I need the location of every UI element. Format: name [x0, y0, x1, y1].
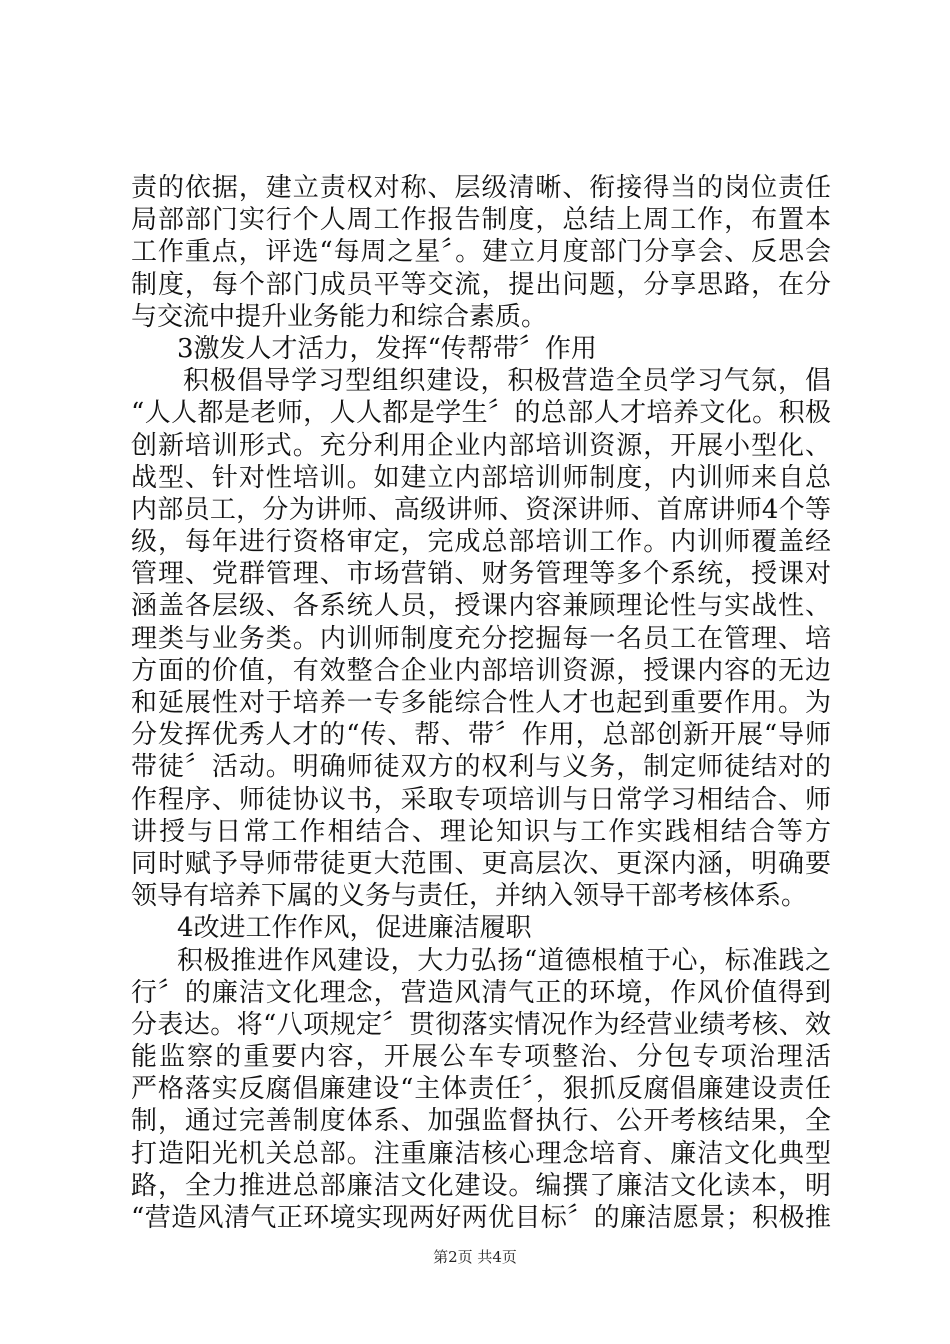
text-line: “营造风清气正环境实现两好两优目标〞的廉洁愿景；积极推	[131, 1203, 831, 1233]
text-line: “人人都是老师，人人都是学生〞的总部人才培养文化。积极	[131, 398, 831, 429]
text-line: 严格落实反腐倡廉建设“主体责任〞，狠抓反腐倡廉建设责任	[131, 1074, 831, 1105]
text-line: 路，全力推进总部廉洁文化建设。编撰了廉洁文化读本，明	[131, 1170, 831, 1201]
body-text	[131, 172, 831, 1234]
paragraph-first-line: 积极倡导学习型组织建设，积极营造全员学习气氛，倡	[183, 366, 831, 397]
text-line: 局部部门实行个人周工作报告制度，总结上周工作，布置本	[131, 205, 831, 236]
text-line: 制度，每个部门成员平等交流，提出问题，分享思路，在分	[131, 269, 831, 300]
text-line: 领导有培养下属的义务与责任，并纳入领导干部考核体系。	[131, 881, 808, 912]
text-line: 创新培训形式。充分利用企业内部培训资源，开展小型化、	[131, 430, 831, 461]
text-line: 理类与业务类。内训师制度充分挖掘每一名员工在管理、培	[131, 623, 831, 654]
page-footer	[0, 1246, 950, 1267]
paragraph-first-line: 积极推进作风建设，大力弘扬“道德根植于心，标准践之	[177, 945, 831, 976]
text-line: 同时赋予导师带徒更大范围、更高层次、更深内涵，明确要	[131, 848, 831, 879]
text-line: 内部员工，分为讲师、高级讲师、资深讲师、首席讲师4个等	[131, 494, 831, 525]
text-line: 制，通过完善制度体系、加强监督执行、公开考核结果，全	[131, 1106, 831, 1137]
text-line: 带徒〞活动。明确师徒双方的权利与义务，制定师徒结对的	[131, 752, 831, 783]
text-line: 讲授与日常工作相结合、理论知识与工作实践相结合等方	[131, 816, 831, 847]
section-heading-3: 3激发人才活力，发挥“传帮带〞作用	[177, 333, 597, 364]
text-line: 级，每年进行资格审定，完成总部培训工作。内训师覆盖经	[131, 527, 831, 558]
text-line: 涵盖各层级、各系统人员，授课内容兼顾理论性与实战性、	[131, 591, 831, 622]
text-line: 责的依据，建立责权对称、层级清晰、衔接得当的岗位责任	[131, 173, 831, 203]
text-line: 与交流中提升业务能力和综合素质。	[131, 301, 548, 332]
text-line: 工作重点，评选“每周之星〞。建立月度部门分享会、反思会	[131, 237, 831, 268]
text-line: 作程序、师徒协议书，采取专项培训与日常学习相结合、师	[131, 784, 831, 815]
text-line: 行〞的廉洁文化理念，营造风清气正的环境，作风价值得到	[131, 977, 831, 1008]
text-line: 分发挥优秀人才的“传、帮、带〞作用，总部创新开展“导师	[131, 720, 831, 751]
text-line: 打造阳光机关总部。注重廉洁核心理念培育、廉洁文化典型	[131, 1138, 831, 1169]
section-heading-4: 4改进工作作风，促进廉洁履职	[177, 913, 532, 944]
text-line: 和延展性对于培养一专多能综合性人才也起到重要作用。为	[131, 688, 831, 718]
page-number-label: 第2页 共4页	[433, 1248, 517, 1266]
text-line: 能监察的重要内容，开展公车专项整治、分包专项治理活	[131, 1042, 831, 1073]
text-line: 分表达。将“八项规定〞贯彻落实情况作为经营业绩考核、效	[131, 1009, 831, 1040]
text-line: 管理、党群管理、市场营销、财务管理等多个系统，授课对	[131, 559, 831, 590]
text-line: 战型、针对性培训。如建立内部培训师制度，内训师来自总	[131, 462, 831, 493]
text-line: 方面的价值，有效整合企业内部培训资源，授课内容的无边	[131, 655, 831, 686]
